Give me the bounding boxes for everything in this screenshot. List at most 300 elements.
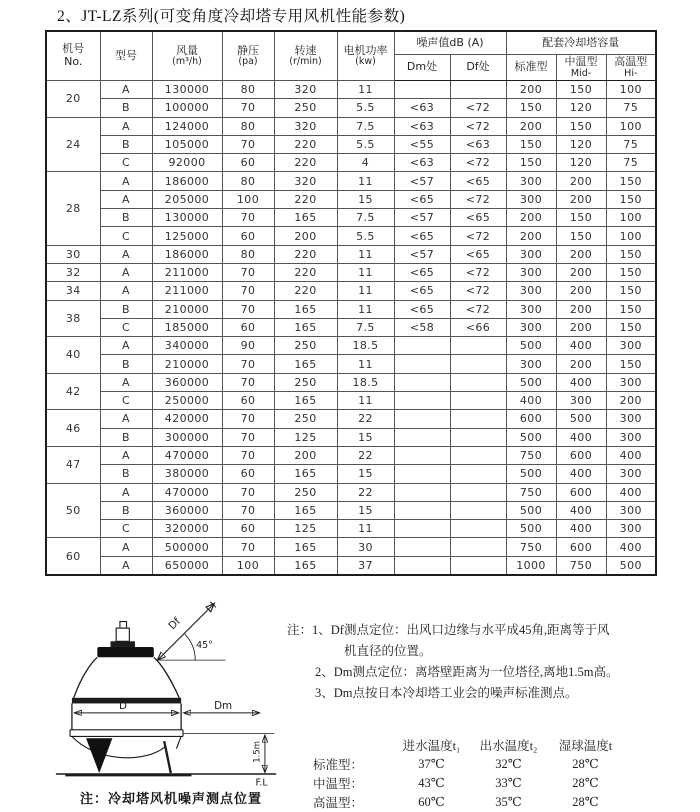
data-cell: 200: [506, 209, 556, 227]
data-cell: 92000: [152, 154, 222, 172]
machine-no-cell: 46: [46, 410, 100, 447]
data-cell: 600: [556, 483, 606, 501]
temp-value-cell: 33℃: [495, 775, 522, 790]
data-cell: [450, 81, 506, 99]
data-cell: B: [100, 501, 152, 519]
data-cell: [450, 410, 506, 428]
header-machine-no-line1: 机号: [62, 42, 85, 56]
data-cell: [450, 337, 506, 355]
data-cell: 400: [556, 337, 606, 355]
data-cell: 80: [222, 81, 274, 99]
data-cell: [450, 501, 506, 519]
data-cell: 100: [606, 81, 656, 99]
data-cell: 211000: [152, 263, 222, 281]
data-cell: 130000: [152, 81, 222, 99]
data-cell: 165: [274, 355, 337, 373]
data-cell: 60: [222, 465, 274, 483]
temp-header-inlet: 进水温度t₁: [402, 738, 461, 753]
header-model: [100, 31, 152, 81]
data-cell: 11: [337, 282, 394, 300]
data-cell: 300: [606, 428, 656, 446]
data-cell: 150: [506, 154, 556, 172]
data-cell: 220: [274, 135, 337, 153]
table-row: [46, 99, 656, 117]
table-row: [46, 501, 656, 519]
data-cell: 75: [606, 99, 656, 117]
data-cell: 300000: [152, 428, 222, 446]
data-cell: 300: [506, 172, 556, 190]
data-cell: 11: [337, 172, 394, 190]
data-cell: 200: [556, 282, 606, 300]
table-row: [46, 446, 656, 464]
data-cell: 300: [506, 318, 556, 336]
data-cell: 750: [506, 446, 556, 464]
data-cell: 470000: [152, 483, 222, 501]
data-cell: <65: [450, 209, 506, 227]
machine-no-cell: 50: [46, 483, 100, 538]
data-cell: 5.5: [337, 227, 394, 245]
data-cell: <65: [450, 172, 506, 190]
data-cell: 400: [556, 465, 606, 483]
diagram-df-label: Df: [166, 615, 183, 633]
data-cell: C: [100, 318, 152, 336]
data-cell: 220: [274, 282, 337, 300]
note-line: 3、Dm点按日本冷却塔工业会的噪声标准测点。: [315, 686, 578, 700]
data-cell: B: [100, 99, 152, 117]
data-cell: A: [100, 373, 152, 391]
data-cell: 360000: [152, 501, 222, 519]
data-cell: C: [100, 227, 152, 245]
data-cell: 70: [222, 373, 274, 391]
data-cell: <57: [394, 209, 450, 227]
data-cell: 165: [274, 300, 337, 318]
data-cell: A: [100, 81, 152, 99]
data-cell: 100: [606, 209, 656, 227]
machine-no-cell: 28: [46, 172, 100, 245]
data-cell: 470000: [152, 446, 222, 464]
data-cell: 300: [556, 392, 606, 410]
data-cell: [450, 355, 506, 373]
data-cell: 750: [506, 538, 556, 556]
data-cell: 70: [222, 428, 274, 446]
data-cell: 60: [222, 318, 274, 336]
data-cell: 500: [506, 337, 556, 355]
data-cell: <63: [394, 154, 450, 172]
data-cell: <72: [450, 154, 506, 172]
machine-no-cell: 42: [46, 373, 100, 410]
data-cell: A: [100, 282, 152, 300]
data-cell: 4: [337, 154, 394, 172]
data-cell: 300: [606, 465, 656, 483]
data-cell: 500: [506, 465, 556, 483]
header-speed: [274, 31, 337, 81]
data-cell: 165: [274, 318, 337, 336]
table-row: [46, 209, 656, 227]
header-noise-group: 噪声值dB (A): [394, 31, 506, 55]
data-cell: 70: [222, 446, 274, 464]
data-cell: B: [100, 300, 152, 318]
data-cell: 300: [606, 410, 656, 428]
data-cell: 250: [274, 483, 337, 501]
header-motor-power-unit: (kw): [355, 56, 376, 68]
data-cell: 11: [337, 355, 394, 373]
data-cell: [394, 410, 450, 428]
data-cell: 300: [506, 355, 556, 373]
header-static-pressure-line1: 静压: [237, 43, 259, 57]
data-cell: 150: [606, 318, 656, 336]
data-cell: <72: [450, 300, 506, 318]
data-cell: 420000: [152, 410, 222, 428]
table-row: [46, 318, 656, 336]
data-cell: 130000: [152, 209, 222, 227]
data-cell: B: [100, 135, 152, 153]
data-cell: 150: [556, 117, 606, 135]
data-cell: 750: [506, 483, 556, 501]
data-cell: 60: [222, 392, 274, 410]
data-cell: 300: [506, 300, 556, 318]
data-cell: 320000: [152, 520, 222, 538]
data-cell: 125: [274, 428, 337, 446]
data-cell: 500: [606, 556, 656, 575]
data-cell: 400: [556, 428, 606, 446]
table-row: [46, 410, 656, 428]
data-cell: 70: [222, 282, 274, 300]
data-cell: 211000: [152, 282, 222, 300]
data-cell: 70: [222, 209, 274, 227]
data-cell: [394, 355, 450, 373]
notes: [287, 620, 695, 704]
data-cell: 220: [274, 263, 337, 281]
temp-row-label: 中温型：: [313, 776, 364, 791]
table-row: [46, 355, 656, 373]
data-cell: 150: [606, 245, 656, 263]
data-cell: 600: [506, 410, 556, 428]
cooling-tower-diagram: [50, 598, 284, 791]
temp-value-cell: 28℃: [572, 756, 599, 771]
data-cell: 70: [222, 263, 274, 281]
data-cell: 5.5: [337, 99, 394, 117]
table-row: [46, 81, 656, 99]
data-cell: 360000: [152, 373, 222, 391]
data-cell: 11: [337, 392, 394, 410]
header-mid-line2: Mid-: [570, 67, 592, 79]
table-row: [46, 282, 656, 300]
machine-no-cell: 24: [46, 117, 100, 172]
data-cell: 500: [506, 428, 556, 446]
data-cell: 400: [556, 520, 606, 538]
header-model-label: 型号: [115, 48, 137, 62]
data-cell: 70: [222, 501, 274, 519]
data-cell: 150: [556, 227, 606, 245]
data-cell: 80: [222, 117, 274, 135]
header-airflow-line1: 风量: [176, 43, 198, 57]
data-cell: 150: [556, 81, 606, 99]
data-cell: 22: [337, 446, 394, 464]
data-cell: 22: [337, 483, 394, 501]
data-cell: 400: [606, 538, 656, 556]
data-cell: 7.5: [337, 318, 394, 336]
data-cell: 150: [606, 263, 656, 281]
data-cell: 650000: [152, 556, 222, 575]
data-cell: 165: [274, 538, 337, 556]
temp-table-row: [313, 773, 624, 792]
data-cell: <66: [450, 318, 506, 336]
data-cell: A: [100, 117, 152, 135]
data-cell: 15: [337, 465, 394, 483]
temp-table-row: [313, 754, 624, 773]
note-line: 机直径的位置。: [344, 644, 432, 658]
data-cell: 300: [506, 245, 556, 263]
data-cell: 60: [222, 227, 274, 245]
data-cell: 320: [274, 81, 337, 99]
data-cell: 125000: [152, 227, 222, 245]
data-cell: 400: [556, 501, 606, 519]
data-cell: 15: [337, 190, 394, 208]
temp-table-header-row: [313, 735, 624, 754]
data-cell: 500: [506, 520, 556, 538]
data-cell: 200: [556, 190, 606, 208]
machine-no-cell: 34: [46, 282, 100, 300]
data-cell: 15: [337, 428, 394, 446]
data-cell: 200: [556, 318, 606, 336]
data-cell: 600: [556, 538, 606, 556]
data-cell: 150: [506, 99, 556, 117]
data-cell: 205000: [152, 190, 222, 208]
header-static-pressure-unit: (pa): [238, 56, 258, 68]
data-cell: 75: [606, 135, 656, 153]
data-cell: 11: [337, 520, 394, 538]
data-cell: A: [100, 556, 152, 575]
data-cell: [394, 465, 450, 483]
table-row: [46, 538, 656, 556]
data-cell: 80: [222, 245, 274, 263]
data-cell: 200: [556, 355, 606, 373]
data-cell: [394, 538, 450, 556]
data-cell: 220: [274, 190, 337, 208]
data-cell: 165: [274, 392, 337, 410]
data-cell: 300: [606, 373, 656, 391]
header-machine-no: [46, 31, 100, 81]
data-cell: 500: [506, 373, 556, 391]
data-cell: 250: [274, 337, 337, 355]
note-line: 注：1、Df测点定位：出风口边缘与水平成45角,距离等于风: [287, 623, 610, 637]
temp-value-cell: 43℃: [418, 775, 445, 790]
data-cell: 18.5: [337, 337, 394, 355]
temp-table-body: [313, 754, 624, 811]
data-cell: 165: [274, 209, 337, 227]
data-cell: [394, 556, 450, 575]
data-cell: <55: [394, 135, 450, 153]
data-cell: 100: [606, 117, 656, 135]
data-cell: A: [100, 337, 152, 355]
header-motor-power-line1: 电机功率: [343, 43, 388, 57]
data-cell: 125: [274, 520, 337, 538]
temp-value-cell: 37℃: [418, 756, 445, 771]
machine-no-cell: 40: [46, 337, 100, 374]
data-cell: [394, 446, 450, 464]
header-mid: [556, 55, 606, 81]
table-row: [46, 190, 656, 208]
data-cell: <65: [394, 190, 450, 208]
data-cell: [450, 465, 506, 483]
temp-value-cell: 35℃: [495, 794, 522, 809]
table-row: [46, 392, 656, 410]
data-cell: <65: [394, 263, 450, 281]
data-cell: 100: [222, 556, 274, 575]
data-cell: 15: [337, 501, 394, 519]
data-cell: <65: [394, 227, 450, 245]
data-cell: 18.5: [337, 373, 394, 391]
data-cell: 750: [556, 556, 606, 575]
data-cell: 200: [506, 227, 556, 245]
diagram-dm-label: Dm: [214, 700, 233, 713]
data-cell: 11: [337, 81, 394, 99]
data-cell: 400: [506, 392, 556, 410]
header-machine-no-line2: No.: [64, 55, 83, 68]
data-cell: <72: [450, 117, 506, 135]
data-cell: 300: [506, 282, 556, 300]
data-cell: <72: [450, 99, 506, 117]
data-cell: 150: [506, 135, 556, 153]
data-cell: <63: [450, 135, 506, 153]
data-cell: 70: [222, 135, 274, 153]
temp-table-row: [313, 792, 624, 811]
data-cell: [394, 373, 450, 391]
data-cell: B: [100, 355, 152, 373]
data-cell: <63: [394, 117, 450, 135]
table-row: [46, 154, 656, 172]
data-cell: 5.5: [337, 135, 394, 153]
data-cell: [394, 81, 450, 99]
data-cell: 70: [222, 538, 274, 556]
data-cell: A: [100, 190, 152, 208]
data-cell: 340000: [152, 337, 222, 355]
machine-no-cell: 30: [46, 245, 100, 263]
data-cell: 220: [274, 154, 337, 172]
data-cell: A: [100, 446, 152, 464]
header-high: [606, 55, 656, 81]
data-cell: 250: [274, 410, 337, 428]
data-cell: 210000: [152, 355, 222, 373]
data-cell: <58: [394, 318, 450, 336]
header-high-line1: 高温型: [614, 55, 648, 69]
data-cell: 7.5: [337, 117, 394, 135]
data-cell: 120: [556, 154, 606, 172]
header-airflow: [152, 31, 222, 81]
table-row: [46, 465, 656, 483]
temp-value-cell: 60℃: [418, 794, 445, 809]
data-cell: 70: [222, 410, 274, 428]
table-row: [46, 263, 656, 281]
data-cell: 400: [606, 483, 656, 501]
data-cell: [394, 520, 450, 538]
data-cell: 7.5: [337, 209, 394, 227]
data-cell: [394, 501, 450, 519]
machine-no-cell: 32: [46, 263, 100, 281]
table-row: [46, 245, 656, 263]
header-high-line2: Hi-: [624, 67, 638, 79]
data-cell: 100: [222, 190, 274, 208]
data-cell: [394, 337, 450, 355]
data-cell: 165: [274, 501, 337, 519]
data-cell: C: [100, 154, 152, 172]
data-cell: A: [100, 263, 152, 281]
table-row: [46, 135, 656, 153]
data-cell: [394, 392, 450, 410]
data-cell: 150: [606, 190, 656, 208]
data-cell: A: [100, 410, 152, 428]
data-cell: 120: [556, 99, 606, 117]
diagram-floor-label: F.L: [255, 777, 268, 789]
data-cell: 1000: [506, 556, 556, 575]
data-cell: 70: [222, 99, 274, 117]
data-cell: 22: [337, 410, 394, 428]
data-cell: [450, 538, 506, 556]
data-cell: 150: [606, 282, 656, 300]
data-cell: 500: [556, 410, 606, 428]
data-cell: 250: [274, 373, 337, 391]
data-cell: <57: [394, 172, 450, 190]
data-cell: 100000: [152, 99, 222, 117]
table-row: [46, 337, 656, 355]
data-cell: <72: [450, 227, 506, 245]
data-cell: 320: [274, 117, 337, 135]
data-cell: 210000: [152, 300, 222, 318]
data-cell: 300: [506, 263, 556, 281]
temp-row-label: 标准型：: [313, 757, 364, 772]
table-row: [46, 373, 656, 391]
data-cell: 380000: [152, 465, 222, 483]
data-cell: 80: [222, 172, 274, 190]
header-static-pressure: [222, 31, 274, 81]
data-cell: 150: [556, 209, 606, 227]
data-cell: 250: [274, 99, 337, 117]
data-cell: 200: [506, 81, 556, 99]
data-cell: 11: [337, 300, 394, 318]
data-cell: 186000: [152, 172, 222, 190]
data-cell: 105000: [152, 135, 222, 153]
diagram-d-label: D: [118, 700, 127, 713]
temp-value-cell: 32℃: [495, 756, 522, 771]
header-dm: Dm处: [394, 55, 450, 81]
header-df: Df处: [450, 55, 506, 81]
table-row: [46, 227, 656, 245]
data-cell: 37: [337, 556, 394, 575]
main-table-body: [46, 81, 656, 576]
data-cell: 320: [274, 172, 337, 190]
table-row: [46, 428, 656, 446]
data-cell: 200: [556, 172, 606, 190]
data-cell: <63: [394, 99, 450, 117]
data-cell: 150: [606, 355, 656, 373]
machine-no-cell: 38: [46, 300, 100, 337]
data-cell: 400: [606, 446, 656, 464]
data-cell: 70: [222, 355, 274, 373]
table-row: [46, 300, 656, 318]
header-airflow-unit: (m³/h): [172, 56, 202, 68]
data-cell: C: [100, 392, 152, 410]
data-cell: <65: [394, 282, 450, 300]
data-cell: <57: [394, 245, 450, 263]
data-cell: 60: [222, 154, 274, 172]
diagram-caption: 注：冷却塔风机噪声测点位置: [79, 791, 262, 806]
table-row: [46, 117, 656, 135]
data-cell: [450, 520, 506, 538]
data-cell: [450, 556, 506, 575]
data-cell: <65: [394, 300, 450, 318]
temp-header-spacer: [313, 735, 393, 754]
data-cell: 165: [274, 465, 337, 483]
